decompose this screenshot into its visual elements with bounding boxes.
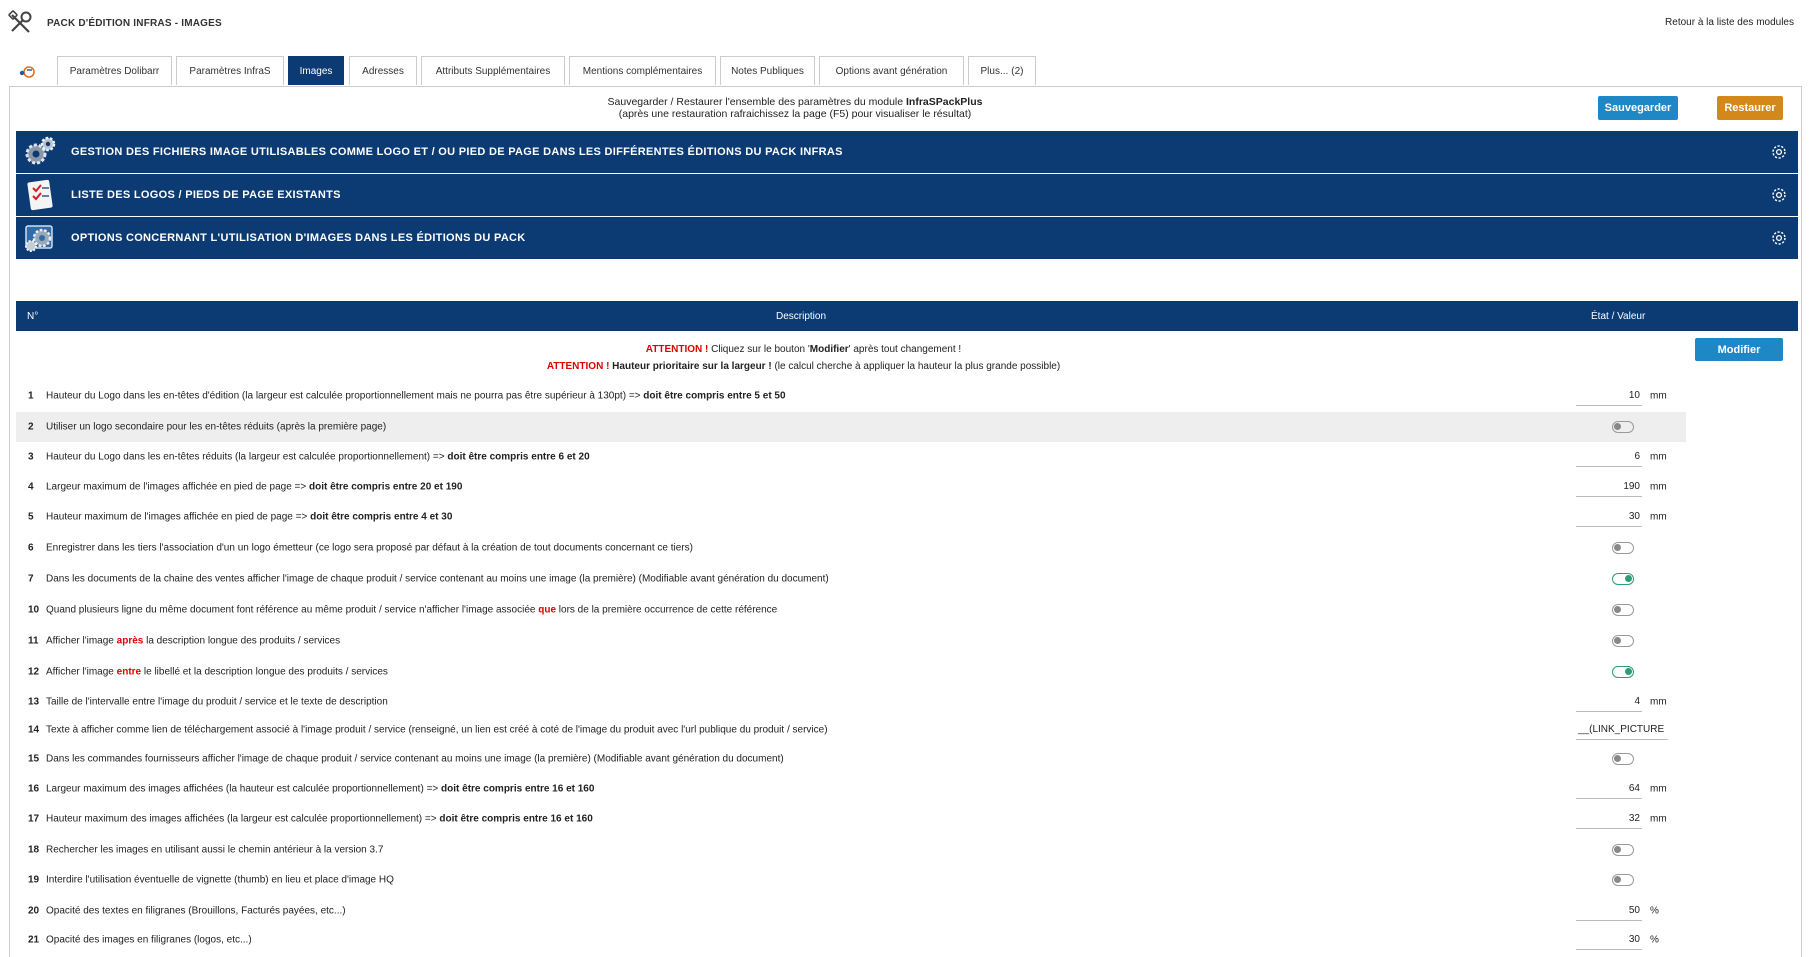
- unit-label: mm: [1650, 813, 1667, 825]
- row-description: [46, 753, 784, 764]
- section-image-files[interactable]: [16, 131, 1798, 173]
- tab-param-tres-dolibarr[interactable]: [57, 56, 172, 85]
- gears-icon: [22, 134, 58, 170]
- table-row: [16, 834, 1686, 865]
- row-number: 14: [28, 724, 40, 736]
- module-name: InfraSPackPlus: [906, 96, 983, 108]
- table-row: [16, 594, 1686, 625]
- save-note-text: Sauvegarder / Restaurer l'ensemble des paramètres du module: [607, 96, 907, 108]
- toggle-off-icon[interactable]: [1612, 604, 1634, 616]
- value-input[interactable]: [1576, 930, 1642, 950]
- table-row: [16, 926, 1686, 954]
- row-description: [46, 542, 693, 553]
- attention-text-bold: Hauteur prioritaire sur la largeur !: [609, 361, 772, 372]
- tab-images[interactable]: [288, 56, 344, 85]
- table-row: [16, 804, 1686, 834]
- back-to-modules-link[interactable]: Retour à la liste des modules: [1665, 17, 1794, 28]
- gear-icon[interactable]: [1770, 143, 1788, 161]
- row-number: 6: [28, 542, 34, 553]
- tab-label: Attributs Supplémentaires: [435, 65, 551, 77]
- row-number: 17: [28, 813, 40, 825]
- image-gears-icon: [22, 220, 58, 256]
- row-number: 11: [28, 635, 39, 646]
- description-text: Dans les documents de la chaine des ventes afficher l'image de chaque produit / service contenant au moins une image (la première) (Modifiable avant génération du document): [46, 573, 829, 584]
- tab-label: Paramètres InfraS: [189, 65, 271, 77]
- row-description: [46, 482, 462, 493]
- unit-label: mm: [1650, 390, 1667, 402]
- unit-label: %: [1650, 905, 1659, 916]
- row-number: 18: [28, 844, 40, 855]
- description-text: Dans les commandes fournisseurs afficher l'image de chaque produit / service contenant au moins une image (la première) (Modifiable avant génération du document): [46, 753, 784, 764]
- section-title: GESTION DES FICHIERS IMAGE UTILISABLES COMME LOGO ET / OU PIED DE PAGE DANS LES DIFFÉRENTES ÉDITIONS DU PACK INFRAS: [71, 146, 843, 158]
- description-text: le libellé et la description longue des produits / services: [141, 666, 388, 677]
- attention-text-bold: Modifier: [809, 344, 849, 355]
- row-description: [46, 875, 394, 886]
- toggle-off-icon[interactable]: [1612, 753, 1634, 765]
- tab-bar: [0, 56, 1810, 86]
- tab-label: Options avant génération: [835, 65, 948, 77]
- value-input[interactable]: [1576, 809, 1642, 829]
- value-input[interactable]: [1576, 386, 1642, 406]
- row-number: 3: [28, 451, 34, 463]
- row-number: 21: [28, 934, 40, 946]
- description-text: doit être compris entre 5 et 50: [643, 390, 786, 402]
- tools-icon: [8, 10, 34, 36]
- section-title: LISTE DES LOGOS / PIEDS DE PAGE EXISTANTS: [71, 189, 341, 201]
- row-number: 15: [28, 753, 40, 764]
- row-number: 19: [28, 874, 40, 886]
- description-text: Hauteur maximum de l'images affichée en pied de page =>: [46, 511, 311, 523]
- description-text: lors de la première occurrence de cette référence: [556, 604, 778, 615]
- table-row: [16, 716, 1686, 744]
- description-text: Quand plusieurs ligne du même document font référence au même produit / service n'afficher l'image associée: [46, 604, 539, 615]
- row-description: [46, 452, 590, 463]
- page-title: PACK D'ÉDITION INFRAS - IMAGES: [47, 18, 222, 29]
- row-description: [46, 391, 786, 402]
- tab-attributs-suppl-mentaires[interactable]: [421, 56, 565, 85]
- gear-icon[interactable]: [1770, 229, 1788, 247]
- row-number: 1: [28, 390, 34, 402]
- tab-adresses[interactable]: [349, 56, 417, 85]
- section-logo-list[interactable]: [16, 174, 1798, 216]
- description-text: Texte à afficher comme lien de téléchargement associé à l'image produit / service (renseigné, un lien est créé à coté de l'image du produit avec l'url publique du produit / service): [46, 724, 828, 736]
- tab-label: Plus...: [980, 65, 1009, 77]
- row-description: [46, 814, 593, 825]
- row-description: [46, 635, 340, 646]
- description-text: Hauteur du Logo dans les en-têtes d'édition (la largeur est calculée proportionnellement mais ne pourra pas être supérieur à 130pt) =>: [46, 390, 644, 402]
- description-text: Opacité des images en filigranes (logos, etc...): [46, 934, 252, 946]
- section-image-options[interactable]: [16, 217, 1798, 259]
- unit-label: mm: [1650, 451, 1667, 463]
- toggle-on-icon[interactable]: [1612, 666, 1634, 678]
- attention-text: (le calcul cherche à appliquer la hauteur la plus grande possible): [771, 361, 1061, 372]
- row-number: 13: [28, 696, 40, 707]
- description-text: Enregistrer dans les tiers l'association d'un un logo émetteur (ce logo sera proposé par défaut à la création de tout documents concernant ce tiers): [46, 542, 693, 553]
- row-description: [46, 935, 252, 946]
- unit-label: mm: [1650, 696, 1667, 707]
- table-row: [16, 380, 1686, 412]
- description-text: doit être compris entre 16 et 160: [441, 783, 595, 794]
- description-text: Largeur maximum de l'images affichée en pied de page =>: [46, 481, 309, 493]
- row-number: 12: [28, 666, 40, 677]
- row-description: [46, 604, 777, 615]
- module-logo-icon: [17, 64, 39, 80]
- description-text: doit être compris entre 6 et 20: [447, 451, 590, 463]
- tab-label: Paramètres Dolibarr: [69, 65, 160, 77]
- description-text: doit être compris entre 4 et 30: [310, 511, 453, 523]
- attention-modify-note: [16, 344, 1591, 355]
- unit-label: mm: [1650, 481, 1667, 493]
- table-row: [16, 744, 1686, 773]
- row-number: 16: [28, 783, 40, 794]
- options-table-body: [16, 380, 1686, 954]
- row-description: [46, 696, 388, 707]
- description-text: Afficher l'image: [46, 635, 117, 646]
- toggle-off-icon[interactable]: [1612, 874, 1634, 886]
- modify-button[interactable]: Modifier: [1695, 338, 1783, 361]
- attention-text: Cliquez sur le bouton ': [708, 344, 810, 355]
- description-text: entre: [116, 666, 142, 677]
- description-text: Opacité des textes en filigranes (Brouillons, Facturés payées, etc...): [46, 905, 346, 916]
- description-text: doit être compris entre 20 et 190: [309, 481, 463, 493]
- row-number: 20: [28, 905, 40, 916]
- column-value: État / Valeur: [1591, 311, 1646, 322]
- column-number: N°: [27, 311, 39, 322]
- attention-label: ATTENTION !: [645, 344, 709, 355]
- table-row: [16, 532, 1686, 563]
- toggle-off-icon[interactable]: [1612, 421, 1634, 433]
- table-row: [16, 656, 1686, 687]
- row-number: 2: [28, 421, 34, 433]
- description-text: Interdire l'utilisation éventuelle de vignette (thumb) en lieu et place d'image HQ: [46, 874, 394, 886]
- table-row: [16, 472, 1686, 502]
- link-text-input[interactable]: [1576, 720, 1668, 740]
- gear-icon[interactable]: [1770, 186, 1788, 204]
- row-description: [46, 844, 383, 855]
- description-text: la description longue des produits / services: [143, 635, 341, 646]
- unit-label: mm: [1650, 511, 1667, 523]
- restore-button[interactable]: Restaurer: [1717, 96, 1783, 120]
- description-text: Taille de l'intervalle entre l'image du produit / service et le texte de description: [46, 696, 388, 707]
- row-number: 7: [28, 573, 34, 584]
- tab-label: Mentions complémentaires: [582, 65, 703, 77]
- table-row: [16, 895, 1686, 926]
- tab-label: Images: [299, 65, 333, 77]
- description-text: Hauteur maximum des images affichées (la largeur est calculée proportionnellement) =>: [46, 813, 440, 825]
- tab-label: Adresses: [362, 65, 404, 77]
- tab-options-avant-g-n-ration[interactable]: [819, 56, 964, 85]
- description-text: doit être compris entre 16 et 160: [439, 813, 593, 825]
- table-row: [16, 563, 1686, 594]
- toggle-off-icon[interactable]: [1612, 635, 1634, 647]
- row-description: [46, 512, 452, 523]
- row-description: [46, 666, 388, 677]
- row-description: [46, 905, 346, 916]
- value-input[interactable]: [1576, 779, 1642, 799]
- table-row: [16, 687, 1686, 716]
- row-description: [46, 725, 828, 736]
- table-row: [16, 412, 1686, 442]
- attention-label: ATTENTION !: [546, 361, 610, 372]
- tab-count-badge: (2): [1011, 65, 1024, 77]
- value-input[interactable]: [1576, 901, 1642, 921]
- table-row: [16, 625, 1686, 656]
- row-description: [46, 422, 386, 433]
- description-text: Largeur maximum des images affichées (la hauteur est calculée proportionnellement) =>: [46, 783, 442, 794]
- value-input[interactable]: [1576, 692, 1642, 712]
- description-text: Utiliser un logo secondaire pour les en-têtes réduits (après la première page): [46, 421, 387, 433]
- table-row: [16, 502, 1686, 532]
- description-text: après: [116, 635, 144, 646]
- toggle-off-icon[interactable]: [1612, 542, 1634, 554]
- column-description: Description: [776, 311, 827, 322]
- table-row: [16, 773, 1686, 804]
- checklist-icon: [22, 177, 58, 213]
- toggle-off-icon[interactable]: [1612, 844, 1634, 856]
- tab-mentions-compl-mentaires[interactable]: [569, 56, 716, 85]
- unit-label: %: [1650, 934, 1659, 946]
- table-row: [16, 442, 1686, 472]
- description-text: Rechercher les images en utilisant aussi le chemin antérieur à la version 3.7: [46, 844, 384, 855]
- attention-text: ' après tout changement !: [848, 344, 962, 355]
- attention-height-note: [16, 361, 1591, 372]
- row-description: [46, 783, 594, 794]
- tab-notes-publiques[interactable]: [720, 56, 815, 85]
- description-text: que: [538, 604, 557, 615]
- unit-label: mm: [1650, 783, 1667, 794]
- section-title: OPTIONS CONCERNANT L'UTILISATION D'IMAGES DANS LES ÉDITIONS DU PACK: [71, 232, 526, 244]
- row-number: 4: [28, 481, 34, 493]
- table-row: [16, 865, 1686, 895]
- save-button[interactable]: Sauvegarder: [1598, 96, 1678, 120]
- description-text: Hauteur du Logo dans les en-têtes réduits (la largeur est calculée proportionnellement) =>: [46, 451, 448, 463]
- tab-label: Notes Publiques: [731, 65, 804, 77]
- tab-param-tres-infras[interactable]: [176, 56, 284, 85]
- tab-plus[interactable]: [968, 56, 1036, 85]
- row-number: 10: [28, 604, 40, 615]
- save-restore-note: [0, 96, 1590, 120]
- value-input[interactable]: [1576, 477, 1642, 497]
- toggle-on-icon[interactable]: [1612, 573, 1634, 585]
- save-note-hint: (après une restauration rafraichissez la page (F5) pour visualiser le résultat): [618, 108, 972, 120]
- row-number: 5: [28, 511, 34, 523]
- description-text: Afficher l'image: [46, 666, 117, 677]
- options-table-header: [16, 301, 1798, 331]
- row-description: [46, 573, 829, 584]
- top-bar: [0, 0, 1810, 48]
- value-input[interactable]: [1576, 507, 1642, 527]
- value-input[interactable]: [1576, 447, 1642, 467]
